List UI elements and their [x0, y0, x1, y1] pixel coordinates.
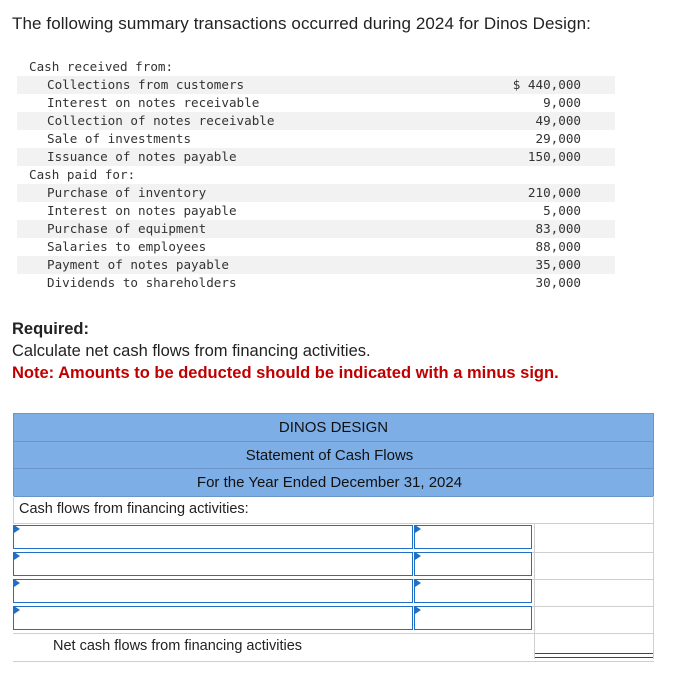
total-column-cell [534, 605, 654, 633]
transaction-label: Interest on notes receivable [47, 95, 260, 110]
transaction-row [17, 220, 615, 238]
financing-section-text: Cash flows from financing activities: [19, 501, 249, 517]
dropdown-marker-icon [415, 579, 421, 587]
transaction-label: Interest on notes payable [47, 203, 237, 218]
transaction-amount: 150,000 [527, 149, 581, 164]
required-heading: Required: [12, 320, 90, 338]
transaction-label: Salaries to employees [47, 239, 207, 254]
statement-input-row [13, 551, 654, 580]
amount-input[interactable] [414, 525, 532, 549]
cash-received-heading [17, 58, 615, 76]
transaction-label: Purchase of equipment [47, 221, 207, 236]
total-column-cell [534, 551, 654, 579]
net-cash-flows-label: Net cash flows from financing activities [53, 638, 303, 654]
transaction-amount: 5,000 [543, 203, 581, 218]
transaction-amount: $ 440,000 [512, 77, 581, 92]
dropdown-marker-icon [14, 606, 20, 614]
total-column-cell [534, 578, 654, 606]
statement-input-row [13, 605, 654, 634]
description-input[interactable] [13, 579, 413, 603]
transaction-amount: 30,000 [535, 275, 581, 290]
cash-paid-heading [17, 166, 615, 184]
required-section [12, 318, 559, 384]
transaction-label: Sale of investments [47, 131, 192, 146]
transaction-label: Collection of notes receivable [47, 113, 275, 128]
transaction-row [17, 112, 615, 130]
dropdown-marker-icon [14, 525, 20, 533]
transaction-label: Payment of notes payable [47, 257, 229, 272]
description-input[interactable] [13, 525, 413, 549]
dropdown-marker-icon [14, 579, 20, 587]
transaction-row [17, 94, 615, 112]
transaction-amount: 88,000 [535, 239, 581, 254]
statement-period [13, 468, 654, 497]
statement-title-text: Statement of Cash Flows [245, 447, 414, 464]
net-cash-flows-total-cell [534, 631, 654, 659]
transaction-row [17, 76, 615, 94]
transaction-row [17, 202, 615, 220]
required-note: Note: Amounts to be deducted should be indicated with a minus sign. [12, 364, 559, 382]
transaction-label: Issuance of notes payable [47, 149, 237, 164]
statement-period-text: For the Year Ended December 31, 2024 [196, 474, 463, 491]
transaction-amount: 210,000 [527, 185, 581, 200]
problem-intro: The following summary transactions occurred during 2024 for Dinos Design: [12, 14, 591, 33]
statement-company [13, 413, 654, 441]
transaction-row [17, 274, 615, 292]
required-instruction: Calculate net cash flows from financing activities. [12, 342, 371, 360]
transaction-amount: 83,000 [535, 221, 581, 236]
transaction-row [17, 238, 615, 256]
amount-input[interactable] [414, 579, 532, 603]
transaction-amount: 29,000 [535, 131, 581, 146]
cash-flow-statement [13, 413, 654, 661]
total-column-cell [534, 524, 654, 552]
cash-received-label: Cash received from: [29, 59, 174, 74]
description-input[interactable] [13, 552, 413, 576]
dropdown-marker-icon [14, 552, 20, 560]
transaction-row [17, 148, 615, 166]
dropdown-marker-icon [415, 552, 421, 560]
statement-title [13, 441, 654, 469]
description-input[interactable] [13, 606, 413, 630]
transaction-row [17, 256, 615, 274]
transactions-table [17, 58, 615, 292]
amount-input[interactable] [414, 552, 532, 576]
company-name: DINOS DESIGN [278, 419, 389, 436]
transaction-amount: 49,000 [535, 113, 581, 128]
cash-paid-label: Cash paid for: [29, 167, 136, 182]
transaction-label: Purchase of inventory [47, 185, 207, 200]
statement-input-row [13, 578, 654, 607]
financing-section-label [13, 496, 654, 524]
transaction-amount: 9,000 [543, 95, 581, 110]
dropdown-marker-icon [415, 525, 421, 533]
transaction-row [17, 184, 615, 202]
net-cash-flows-row [13, 631, 654, 662]
dropdown-marker-icon [415, 606, 421, 614]
transaction-row [17, 130, 615, 148]
statement-input-row [13, 524, 654, 553]
transaction-amount: 35,000 [535, 257, 581, 272]
transaction-label: Collections from customers [47, 77, 245, 92]
amount-input[interactable] [414, 606, 532, 630]
transaction-label: Dividends to shareholders [47, 275, 237, 290]
